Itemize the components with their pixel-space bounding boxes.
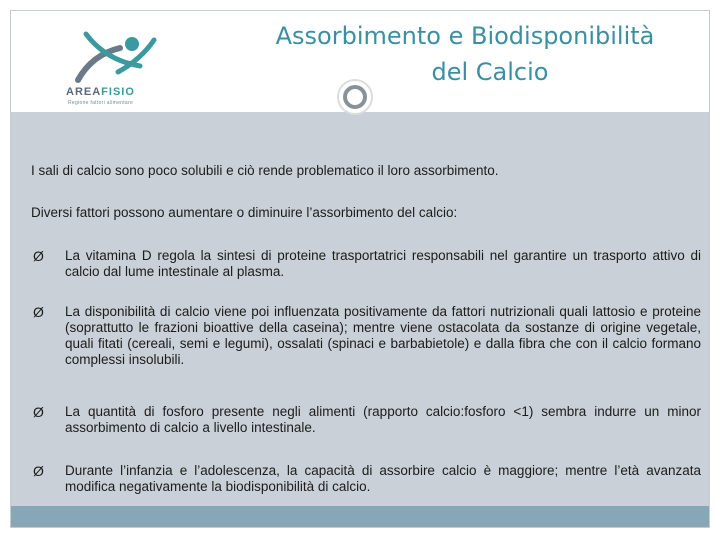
arrow-bullet-icon: Ø [33, 304, 44, 320]
logo-tagline: Regione fattori alimentare [68, 100, 134, 106]
bullet-text: Durante l’infanzia e l’adolescenza, la capacità di assorbire calcio è maggiore; mentre l’età avanzata modifica negativamente la biodisponibilità di calcio. [65, 463, 701, 494]
intro-text-2: Diversi fattori possono aumentare o diminuire l’assorbimento del calcio: [31, 205, 458, 220]
logo-name-b: FISIO [101, 86, 135, 98]
content-panel [11, 112, 709, 506]
title-line-2: del Calcio [431, 58, 549, 86]
intro-text-1: I sali di calcio sono poco solubili e ciò rende problematico il loro assorbimento. [31, 163, 499, 178]
slide-title [230, 18, 700, 90]
arrow-bullet-icon: Ø [33, 248, 44, 264]
arrow-bullet-icon: Ø [33, 463, 44, 479]
bullet-item [31, 248, 701, 280]
logo-wordmark [66, 86, 135, 98]
bullet-item [31, 404, 701, 436]
arrow-bullet-icon: Ø [33, 404, 44, 420]
logo-name-a: AREA [66, 86, 102, 98]
decorative-ring-icon [337, 79, 373, 115]
bullet-text: La vitamina D regola la sintesi di proteine trasportatrici responsabili nel garantire un trasporto attivo di calcio dal lume intestinale al plasma. [65, 248, 701, 279]
bullet-item [31, 304, 701, 368]
footer-bar [11, 506, 709, 527]
bullet-text: La quantità di fosforo presente negli alimenti (rapporto calcio:fosforo <1) sembra indurre un minor assorbimento di calcio a livello intestinale. [65, 404, 701, 435]
bullet-text: La disponibilità di calcio viene poi influenzata positivamente da fattori nutrizionali quali lattosio e proteine (soprattutto le frazioni bioattive della caseina); mentre viene ostacolata da sostanze di origine vegetale, quali fitati (cereali, semi e legumi), ossalati (spinaci e barbabietole) e dalla fibra che con il calcio formano complessi insolubili. [65, 304, 701, 367]
bullet-item [31, 463, 701, 495]
title-line-1: Assorbimento e Biodisponibilità [275, 22, 655, 50]
